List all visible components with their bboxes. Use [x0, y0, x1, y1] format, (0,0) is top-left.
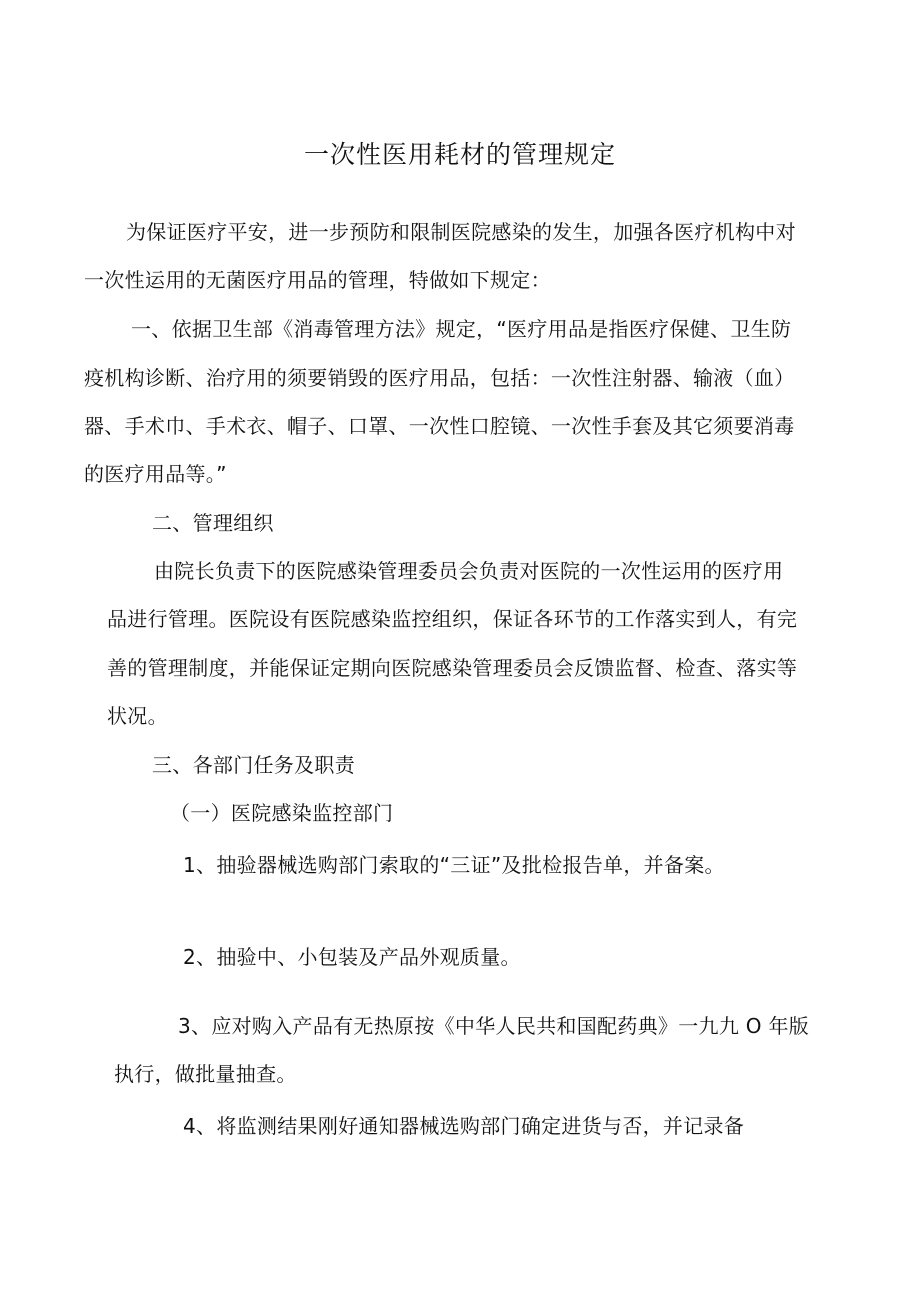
intro-line-1: 为保证医疗平安，进一步预防和限制医院感染的发生，加强各医疗机构中对 — [126, 220, 796, 244]
section2-line-3: 善的管理制度，并能保证定期向医院感染管理委员会反馈监督、检查、落实等 — [107, 656, 798, 680]
section3-item-3-line-1: 3、应对购入产品有无热原按《中华人民共和国配药典》一九九 O 年版 — [178, 1014, 810, 1038]
intro-line-2: 一次性运用的无菌医疗用品的管理，特做如下规定： — [84, 268, 551, 292]
section2-line-4: 状况。 — [107, 704, 168, 728]
section2-line-1: 由院长负责下的医院感染管理委员会负责对医院的一次性运用的医疗用 — [154, 559, 784, 583]
section3-item-3-line-2: 执行，做批量抽查。 — [114, 1062, 297, 1086]
section2-line-2: 品进行管理。医院设有医院感染监控组织，保证各环节的工作落实到人，有完 — [107, 607, 798, 631]
section3-heading: 三、各部门任务及职责 — [152, 753, 355, 777]
section3-item-1: 1、抽验器械选购部门索取的“三证”及批检报告单，并备案。 — [183, 853, 725, 877]
section1-line-1: 一、依据卫生部《消毒管理方法》规定，“医疗用品是指医疗保健、卫生防 — [131, 317, 792, 341]
section3-item-2: 2、抽验中、小包装及产品外观质量。 — [183, 945, 521, 969]
section1-line-2: 疫机构诊断、治疗用的须要销毁的医疗用品，包括：一次性注射器、输液（血） — [84, 366, 795, 390]
section3-item-4: 4、将监测结果刚好通知器械选购部门确定进货与否，并记录备 — [183, 1114, 745, 1138]
section3-subheading: （一）医院感染监控部门 — [170, 801, 394, 825]
section1-line-3: 器、手术巾、手术衣、帽子、口罩、一次性口腔镜、一次性手套及其它须要消毒 — [84, 414, 795, 438]
document-title: 一次性医用耗材的管理规定 — [303, 139, 616, 169]
section1-line-4: 的医疗用品等。” — [84, 462, 227, 486]
section2-heading: 二、管理组织 — [152, 511, 274, 535]
